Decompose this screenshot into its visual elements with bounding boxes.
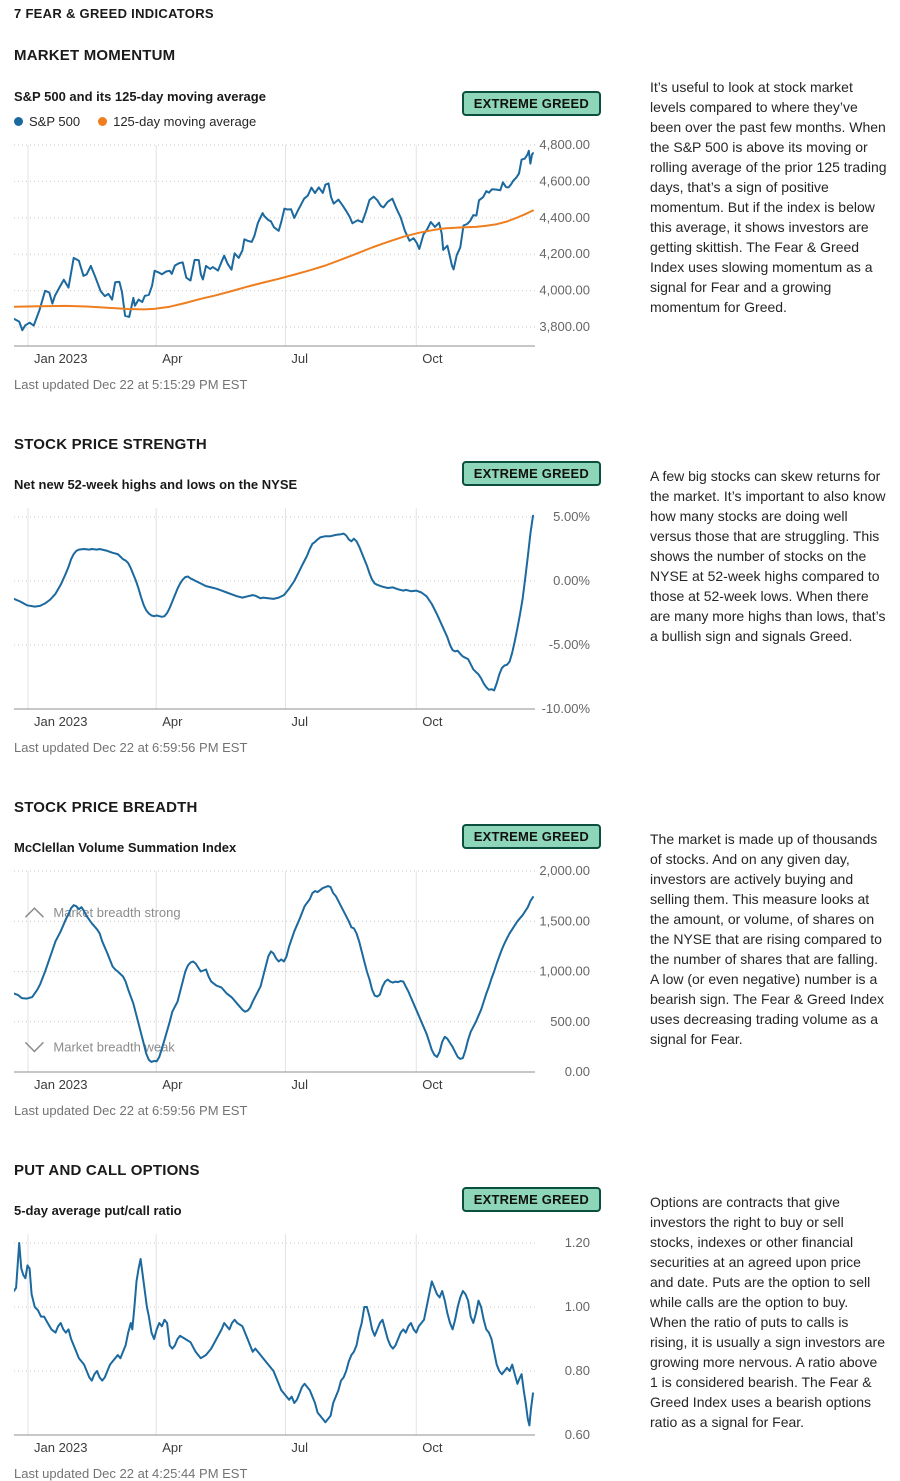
legend-label: S&P 500	[29, 114, 81, 129]
svg-text:3,800.00: 3,800.00	[539, 319, 590, 335]
svg-text:Market breadth strong: Market breadth strong	[53, 905, 181, 921]
options-chart	[14, 1224, 606, 1460]
page-title: 7 FEAR & GREED INDICATORS	[14, 6, 214, 21]
svg-text:Jul: Jul	[291, 1440, 309, 1455]
section-description: A few big stocks can skew returns for the market. It’s important to also know how many stocks are doing well versus those that are struggling. This shows the number of stocks on the NYSE at 52-week highs compared to those at 52-week lows. When there are many more highs than lows, that’s a bullish sign and signals Greed.	[650, 468, 886, 644]
chart-title: Net new 52-week highs and lows on the NYSE	[14, 477, 298, 492]
section-stock-price-breadth	[14, 799, 888, 1118]
chart-card-momentum	[14, 72, 606, 392]
svg-text:0.60: 0.60	[564, 1427, 590, 1442]
last-updated-text: Last updated Dec 22 at 5:15:29 PM EST	[14, 377, 248, 392]
svg-text:Apr: Apr	[162, 1440, 183, 1455]
svg-text:Jan 2023: Jan 2023	[34, 351, 88, 366]
svg-text:1.00: 1.00	[564, 1298, 590, 1314]
section-market-momentum	[14, 47, 888, 392]
svg-text:Jul: Jul	[291, 351, 309, 366]
svg-text:0.80: 0.80	[564, 1362, 590, 1378]
svg-text:Market breadth weak: Market breadth weak	[53, 1039, 175, 1055]
svg-text:Oct: Oct	[422, 1440, 443, 1455]
section-put-and-call-options	[14, 1162, 888, 1481]
svg-text:4,000.00: 4,000.00	[539, 282, 590, 298]
svg-text:1,000.00: 1,000.00	[539, 963, 590, 979]
chart-card-strength	[14, 461, 606, 755]
svg-text:5.00%: 5.00%	[553, 508, 590, 524]
strength-chart	[14, 498, 606, 734]
status-badge: EXTREME GREED	[462, 1187, 601, 1212]
last-updated-text: Last updated Dec 22 at 6:59:56 PM EST	[14, 740, 248, 755]
svg-text:Jan 2023: Jan 2023	[34, 714, 88, 729]
svg-text:Oct: Oct	[422, 714, 443, 729]
svg-text:4,400.00: 4,400.00	[539, 209, 590, 225]
svg-text:Apr: Apr	[162, 351, 183, 366]
section-title: MARKET MOMENTUM	[14, 47, 176, 64]
chart-title: 5-day average put/call ratio	[14, 1203, 182, 1218]
svg-text:4,600.00: 4,600.00	[539, 173, 590, 189]
sp500-dot-icon	[14, 117, 23, 126]
svg-text:4,200.00: 4,200.00	[539, 246, 590, 262]
section-description: The market is made up of thousands of stocks. And on any given day, investors are actively buying and selling them. This measure looks at the amount, or volume, of shares on the NYSE that are rising compared to the number of shares that are falling. A low (or even negative) number is a bearish sign. The Fear & Greed Index uses decreasing trading volume as a signal for Fear.	[650, 831, 884, 1047]
momentum-chart	[14, 135, 606, 371]
moving-average-dot-icon	[98, 117, 107, 126]
legend-item-sp500	[14, 114, 80, 129]
svg-text:2,000.00: 2,000.00	[539, 863, 590, 878]
svg-text:1,500.00: 1,500.00	[539, 913, 590, 929]
svg-text:-10.00%: -10.00%	[541, 701, 590, 716]
svg-text:Oct: Oct	[422, 1077, 443, 1092]
chart-title: McClellan Volume Summation Index	[14, 840, 237, 855]
svg-text:Jul: Jul	[291, 1077, 309, 1092]
svg-text:0.00: 0.00	[564, 1064, 590, 1079]
svg-text:Jan 2023: Jan 2023	[34, 1077, 88, 1092]
svg-text:0.00%: 0.00%	[553, 572, 590, 588]
section-stock-price-strength	[14, 436, 888, 755]
chart-title: S&P 500 and its 125-day moving average	[14, 89, 266, 104]
svg-text:Jul: Jul	[291, 714, 309, 729]
svg-text:1.20: 1.20	[564, 1234, 590, 1250]
section-description: It’s useful to look at stock market levels compared to where they’ve been over the past few months. When the S&P 500 is above its moving or rolling average of the prior 125 trading days, that’s a sign of positive momentum. But if the index is below this average, it shows investors are getting skittish. The Fear & Greed Index uses slowing momentum as a signal for Fear and a growing momentum for Greed.	[650, 79, 887, 315]
legend-label: 125-day moving average	[113, 114, 257, 129]
svg-text:500.00: 500.00	[550, 1013, 590, 1029]
svg-text:Apr: Apr	[162, 1077, 183, 1092]
section-title: STOCK PRICE STRENGTH	[14, 436, 207, 453]
chart-legend	[14, 114, 606, 129]
last-updated-text: Last updated Dec 22 at 6:59:56 PM EST	[14, 1103, 248, 1118]
svg-text:Jan 2023: Jan 2023	[34, 1440, 88, 1455]
svg-text:Apr: Apr	[162, 714, 183, 729]
section-title: STOCK PRICE BREADTH	[14, 799, 198, 816]
svg-text:4,800.00: 4,800.00	[539, 137, 590, 152]
chart-card-breadth	[14, 824, 606, 1118]
svg-text:-5.00%: -5.00%	[548, 636, 590, 652]
svg-text:Oct: Oct	[422, 351, 443, 366]
legend-item-moving-average	[98, 114, 256, 129]
section-title: PUT AND CALL OPTIONS	[14, 1162, 200, 1179]
last-updated-text: Last updated Dec 22 at 4:25:44 PM EST	[14, 1466, 248, 1481]
breadth-chart	[14, 861, 606, 1097]
status-badge: EXTREME GREED	[462, 824, 601, 849]
section-description: Options are contracts that give investors the right to buy or sell stocks, indexes or other financial securities at an agreed upon price and date. Puts are the option to sell while calls are the option to buy. When the ratio of puts to calls is rising, it is usually a sign investors are growing more nervous. A ratio above 1 is considered bearish. The Fear & Greed Index uses a bearish options ratio as a signal for Fear.	[650, 1194, 885, 1430]
status-badge: EXTREME GREED	[462, 461, 601, 486]
status-badge: EXTREME GREED	[462, 91, 601, 116]
chart-card-options	[14, 1187, 606, 1481]
